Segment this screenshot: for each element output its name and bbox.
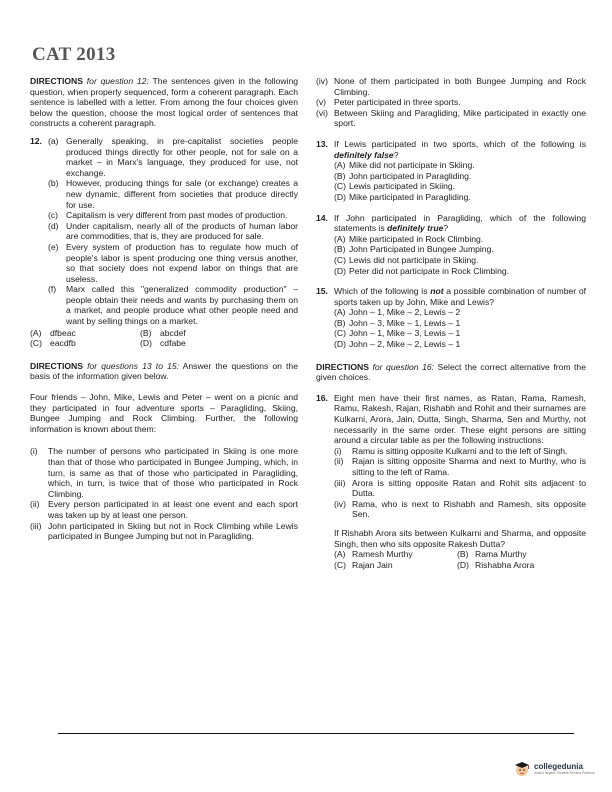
brand-tagline: India's largest Student Review Platform <box>534 770 595 775</box>
option-item[interactable]: (D) Peter did not participate in Rock Climbing. <box>334 265 510 276</box>
instruction-item: (iii) Arora is sitting opposite Ratan and Rohit sits adjacent to Dutta. <box>334 477 586 499</box>
directions-label: DIRECTIONS <box>316 361 369 372</box>
graduate-avatar-icon <box>512 758 532 778</box>
fact-item: (vi) Between Skiing and Paragliding, Mike participated in exactly one sport. <box>316 107 586 129</box>
page-title: CAT 2013 <box>32 44 116 65</box>
question-stem: If John participated in Paragliding, which of the following statements is definitely true? <box>334 212 586 234</box>
left-column <box>30 76 298 542</box>
right-column <box>316 76 586 577</box>
directions-q16 <box>316 362 586 383</box>
question-number: 14. <box>316 212 328 223</box>
choice-text[interactable]: Rama Murthy <box>475 549 527 560</box>
question-16 <box>316 393 586 571</box>
choice-text[interactable]: Ramesh Murthy <box>352 549 413 560</box>
instruction-item: (iv) Rama, who is next to Rishabh and Ramesh, sits opposite Sen. <box>334 498 586 520</box>
directions-label: DIRECTIONS <box>30 360 83 371</box>
sentence-item: (c) Capitalism is very different from past modes of production. <box>48 210 288 221</box>
option-item[interactable]: (B) John participated in Paragliding. <box>334 170 472 181</box>
question-stem: Eight men have their first names, as Ratan, Rama, Ramesh, Ramu, Rakesh, Rajan, Rishabh and Rohit and their surnames are Kulkarni, Arora, Jain, Dutta, Singh, Sharma, Sen and Murthy, not necessarily in the same order. These eight persons are sitting around a circular table as per the following instructions: <box>334 392 586 446</box>
choice-text[interactable]: abcdef <box>160 327 186 338</box>
choice-label: (B) <box>140 327 152 338</box>
facts-list-continued <box>316 76 586 129</box>
passage-text: Four friends – John, Mike, Lewis and Peter – went on a picnic and they participated in four adventure sports – Paragliding, Skiing, Bungee Jumping and Rock Climbing. Further, the following information is known about them: <box>30 392 298 434</box>
question-12 <box>30 136 298 327</box>
directions-scope: for questions 13 to 15: <box>87 360 180 371</box>
choice-label: (A) <box>334 549 346 560</box>
question-stem: Which of the following is not a possible combination of number of sports taken up by John, Mike and Lewis? <box>334 286 586 307</box>
directions-text: The sentences given in the following question, when properly sequenced, form a coherent paragraph. Each sentence is labelled with a letter. From among the four choices given below the question, choose the most logical order of sentences that constructs a coherent paragraph. <box>30 76 299 129</box>
choice-text[interactable]: dfbeac <box>50 327 76 338</box>
question-14 <box>316 213 586 277</box>
brand-name: collegedunia <box>534 761 583 771</box>
choice-label: (A) <box>30 327 42 338</box>
option-item[interactable]: (A) John – 1, Mike – 2, Lewis – 2 <box>334 307 461 318</box>
option-item[interactable]: (A) Mike did not participate in Skiing. <box>334 160 475 171</box>
directions-scope: for question 16: <box>372 361 435 372</box>
question-stem: If Lewis participated in two sports, which of the following is definitely false? <box>334 138 586 160</box>
fact-item: (i) The number of persons who participated in Skiing is one more than that of those who participated in Bungee Jumping, which, in turn, is same as that of those who participated in Paragliding, which, in turn, is twice that of those who participated in Rock Climbing. <box>30 446 298 499</box>
fact-item: (iii) John participated in Skiing but not in Rock Climbing while Lewis participated in Bungee Jumping but not in Paragliding. <box>30 520 298 542</box>
fact-item: (ii) Every person participated in at least one event and each sport was taken up by at least one person. <box>30 499 298 520</box>
question-15 <box>316 286 586 350</box>
choice-text[interactable]: Rajan Jain <box>352 559 393 570</box>
option-item[interactable]: (D) John – 2, Mike – 2, Lewis – 1 <box>334 339 461 350</box>
option-item[interactable]: (B) John Participated in Bungee Jumping. <box>334 244 494 255</box>
option-item[interactable]: (C) Lewis participated in Skiing. <box>334 181 456 192</box>
brand-logo <box>512 758 595 778</box>
sentence-item: (d) Under capitalism, nearly all of the products of human labor are commodities, that is, they are produced for sale. <box>48 220 298 242</box>
answer-choices-q12 <box>30 328 298 349</box>
choice-label: (C) <box>30 338 42 349</box>
choice-label: (B) <box>457 549 469 560</box>
fact-item: (iv) None of them participated in both Bungee Jumping and Rock Climbing. <box>316 76 586 97</box>
sentence-item: (f) Marx called this "generalized commodity production" – people obtain their needs and wants by purchasing them on a market, and people produce what other people need and want by selling things on a market. <box>48 284 298 327</box>
option-item[interactable]: (A) Mike participated in Rock Climbing. <box>334 233 484 244</box>
sentence-item: (b) However, producing things for sale (or exchange) creates a new dynamic, different from societies that produce directly for use. <box>48 178 298 210</box>
directions-label: DIRECTIONS <box>30 76 83 86</box>
choice-text[interactable]: eacdfb <box>50 338 76 349</box>
instruction-item: (i) Ramu is sitting opposite Kulkarni and to the left of Singh. <box>334 445 568 456</box>
question-number: 13. <box>316 138 328 149</box>
option-item[interactable]: (C) Lewis did not participate in Skiing. <box>334 254 479 265</box>
directions-scope: for question 12: <box>86 76 149 86</box>
fact-item: (v) Peter participated in three sports. <box>316 97 461 108</box>
facts-list <box>30 446 298 541</box>
choice-label: (D) <box>140 338 152 349</box>
choice-text[interactable]: Rishabha Arora <box>475 559 535 570</box>
sentence-item: (e) Every system of production has to regulate how much of people's labor is spent producing one thing versus another, so that society does not expend labor on things that are useless. <box>48 241 298 284</box>
question-text: If Rishabh Arora sits between Kulkarni and Sharma, and opposite Singh, then who sits opposite Rakesh Dutta? <box>334 527 586 549</box>
directions-q13-15 <box>30 361 298 382</box>
choice-label: (D) <box>457 559 469 570</box>
choice-text[interactable]: cdfabe <box>160 338 186 349</box>
choice-label: (C) <box>334 559 346 570</box>
footer-divider <box>58 733 574 734</box>
option-item[interactable]: (B) John – 3, Mike – 1, Lewis – 1 <box>334 317 461 328</box>
question-number: 15. <box>316 286 328 297</box>
sentence-item: (a) Generally speaking, in pre-capitalist societies people produced things directly for other people, not for sale on a market – in Marx's language, they produced for use, not exchange. <box>48 135 298 178</box>
directions-q12 <box>30 76 298 129</box>
option-item[interactable]: (C) John – 1, Mike – 3, Lewis – 1 <box>334 328 461 339</box>
question-13 <box>316 139 586 203</box>
option-item[interactable]: (D) Mike participated in Paragliding. <box>334 191 471 202</box>
answer-choices-q16 <box>334 549 586 570</box>
instruction-item: (ii) Rajan is sitting opposite Sharma and next to Murthy, who is sitting to the left of Rama. <box>334 456 586 477</box>
question-number: 16. <box>316 392 328 403</box>
directions-text: Select the correct alternative from the given choices. <box>316 361 586 383</box>
directions-text: Answer the questions on the basis of the information given below. <box>30 360 298 382</box>
question-number: 12. <box>30 135 42 146</box>
